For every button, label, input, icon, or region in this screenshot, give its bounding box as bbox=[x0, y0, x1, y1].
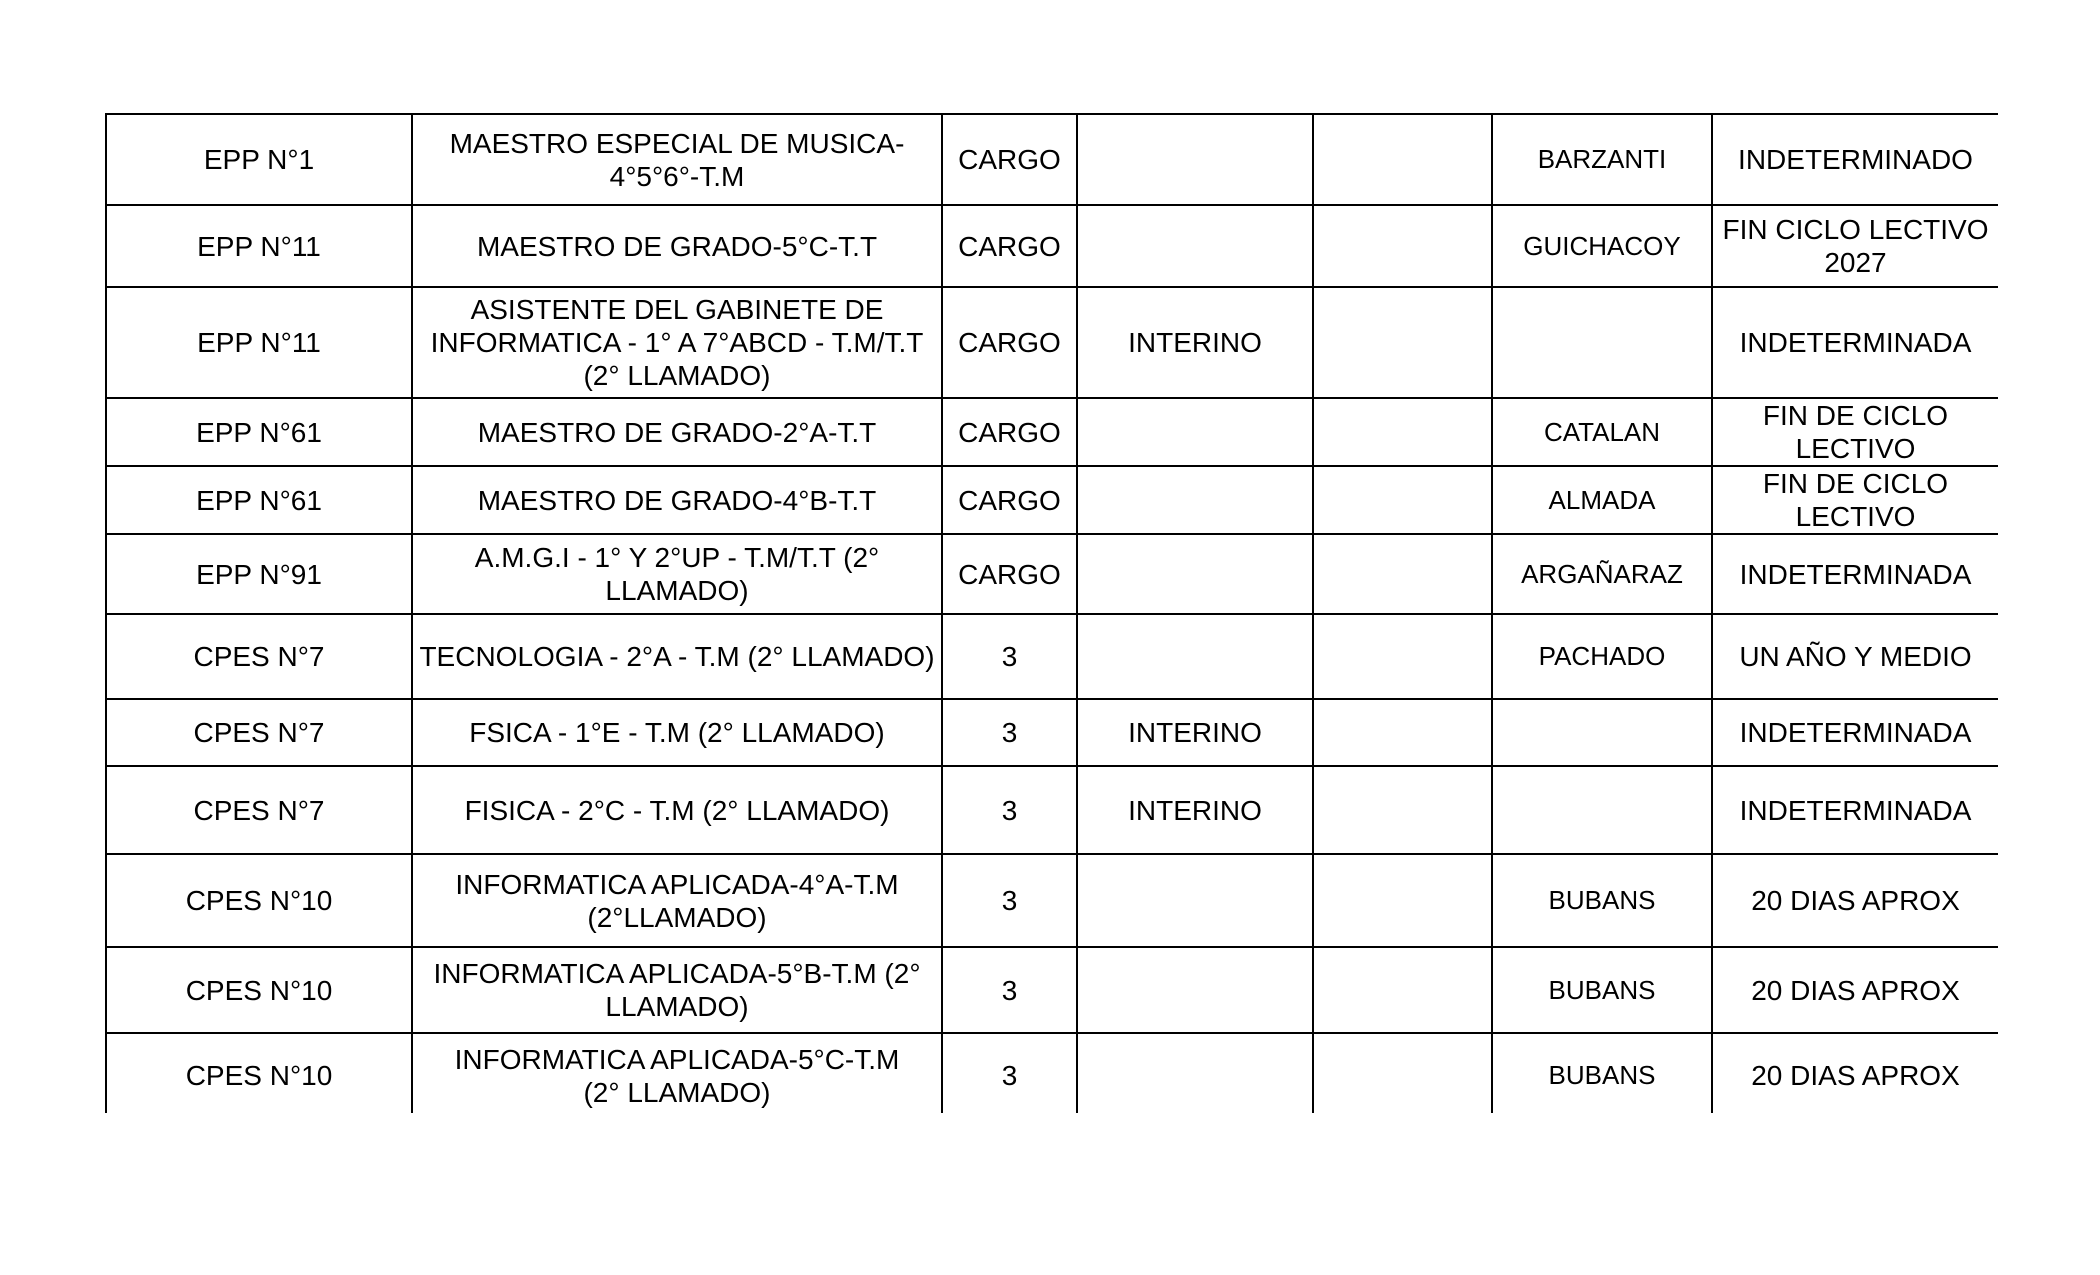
extra-cell bbox=[1313, 614, 1492, 699]
extra-cell bbox=[1313, 854, 1492, 947]
position-cell: A.M.G.I - 1° Y 2°UP - T.M/T.T (2° LLAMADO) bbox=[412, 534, 942, 614]
table-row bbox=[106, 947, 1998, 1033]
status-cell: INTERINO bbox=[1077, 766, 1313, 854]
status-cell: INTERINO bbox=[1077, 699, 1313, 766]
school-cell: CPES N°10 bbox=[106, 1033, 412, 1113]
position-cell: MAESTRO ESPECIAL DE MUSICA-4°5°6°-T.M bbox=[412, 114, 942, 205]
duration-cell: INDETERMINADA bbox=[1712, 699, 1998, 766]
position-cell: INFORMATICA APLICADA-5°B-T.M (2° LLAMADO) bbox=[412, 947, 942, 1033]
school-cell: CPES N°10 bbox=[106, 854, 412, 947]
status-cell bbox=[1077, 114, 1313, 205]
position-cell: MAESTRO DE GRADO-2°A-T.T bbox=[412, 398, 942, 466]
extra-cell bbox=[1313, 766, 1492, 854]
school-cell: EPP N°11 bbox=[106, 287, 412, 398]
vacancies-table bbox=[105, 113, 1998, 1113]
hours-cell: 3 bbox=[942, 1033, 1077, 1113]
school-cell: CPES N°7 bbox=[106, 766, 412, 854]
position-cell: INFORMATICA APLICADA-5°C-T.M (2° LLAMADO) bbox=[412, 1033, 942, 1113]
holder-cell: CATALAN bbox=[1492, 398, 1712, 466]
school-cell: CPES N°10 bbox=[106, 947, 412, 1033]
table-row bbox=[106, 699, 1998, 766]
position-cell: FISICA - 2°C - T.M (2° LLAMADO) bbox=[412, 766, 942, 854]
holder-cell: GUICHACOY bbox=[1492, 205, 1712, 287]
status-cell bbox=[1077, 854, 1313, 947]
table-row bbox=[106, 614, 1998, 699]
table-row bbox=[106, 766, 1998, 854]
school-cell: EPP N°91 bbox=[106, 534, 412, 614]
extra-cell bbox=[1313, 205, 1492, 287]
hours-cell: 3 bbox=[942, 614, 1077, 699]
table-row bbox=[106, 287, 1998, 398]
status-cell bbox=[1077, 947, 1313, 1033]
extra-cell bbox=[1313, 534, 1492, 614]
table-row bbox=[106, 398, 1998, 466]
school-cell: EPP N°11 bbox=[106, 205, 412, 287]
holder-cell bbox=[1492, 766, 1712, 854]
school-cell: EPP N°61 bbox=[106, 398, 412, 466]
hours-cell: 3 bbox=[942, 699, 1077, 766]
status-cell bbox=[1077, 614, 1313, 699]
holder-cell: BUBANS bbox=[1492, 947, 1712, 1033]
extra-cell bbox=[1313, 114, 1492, 205]
school-cell: EPP N°1 bbox=[106, 114, 412, 205]
extra-cell bbox=[1313, 1033, 1492, 1113]
holder-cell bbox=[1492, 287, 1712, 398]
status-cell: INTERINO bbox=[1077, 287, 1313, 398]
position-cell: TECNOLOGIA - 2°A - T.M (2° LLAMADO) bbox=[412, 614, 942, 699]
vacancies-table-container bbox=[105, 113, 1998, 1113]
status-cell bbox=[1077, 205, 1313, 287]
position-cell: FSICA - 1°E - T.M (2° LLAMADO) bbox=[412, 699, 942, 766]
hours-cell: CARGO bbox=[942, 466, 1077, 534]
hours-cell: CARGO bbox=[942, 534, 1077, 614]
table-row bbox=[106, 205, 1998, 287]
duration-cell: 20 DIAS APROX bbox=[1712, 1033, 1998, 1113]
duration-cell: FIN DE CICLO LECTIVO bbox=[1712, 398, 1998, 466]
holder-cell: ARGAÑARAZ bbox=[1492, 534, 1712, 614]
duration-cell: 20 DIAS APROX bbox=[1712, 854, 1998, 947]
duration-cell: INDETERMINADA bbox=[1712, 534, 1998, 614]
position-cell: ASISTENTE DEL GABINETE DE INFORMATICA - 1° A 7°ABCD - T.M/T.T (2° LLAMADO) bbox=[412, 287, 942, 398]
holder-cell bbox=[1492, 699, 1712, 766]
status-cell bbox=[1077, 1033, 1313, 1113]
holder-cell: BUBANS bbox=[1492, 1033, 1712, 1113]
status-cell bbox=[1077, 534, 1313, 614]
school-cell: CPES N°7 bbox=[106, 614, 412, 699]
extra-cell bbox=[1313, 398, 1492, 466]
extra-cell bbox=[1313, 947, 1492, 1033]
hours-cell: 3 bbox=[942, 766, 1077, 854]
table-row bbox=[106, 854, 1998, 947]
extra-cell bbox=[1313, 699, 1492, 766]
table-row bbox=[106, 1033, 1998, 1113]
holder-cell: PACHADO bbox=[1492, 614, 1712, 699]
duration-cell: FIN DE CICLO LECTIVO bbox=[1712, 466, 1998, 534]
extra-cell bbox=[1313, 466, 1492, 534]
position-cell: INFORMATICA APLICADA-4°A-T.M (2°LLAMADO) bbox=[412, 854, 942, 947]
hours-cell: CARGO bbox=[942, 114, 1077, 205]
hours-cell: CARGO bbox=[942, 205, 1077, 287]
hours-cell: CARGO bbox=[942, 287, 1077, 398]
table-row bbox=[106, 534, 1998, 614]
position-cell: MAESTRO DE GRADO-4°B-T.T bbox=[412, 466, 942, 534]
school-cell: EPP N°61 bbox=[106, 466, 412, 534]
position-cell: MAESTRO DE GRADO-5°C-T.T bbox=[412, 205, 942, 287]
status-cell bbox=[1077, 398, 1313, 466]
duration-cell: INDETERMINADA bbox=[1712, 766, 1998, 854]
holder-cell: ALMADA bbox=[1492, 466, 1712, 534]
duration-cell: INDETERMINADO bbox=[1712, 114, 1998, 205]
duration-cell: 20 DIAS APROX bbox=[1712, 947, 1998, 1033]
duration-cell: FIN CICLO LECTIVO 2027 bbox=[1712, 205, 1998, 287]
hours-cell: 3 bbox=[942, 947, 1077, 1033]
status-cell bbox=[1077, 466, 1313, 534]
holder-cell: BUBANS bbox=[1492, 854, 1712, 947]
hours-cell: CARGO bbox=[942, 398, 1077, 466]
extra-cell bbox=[1313, 287, 1492, 398]
holder-cell: BARZANTI bbox=[1492, 114, 1712, 205]
duration-cell: UN AÑO Y MEDIO bbox=[1712, 614, 1998, 699]
duration-cell: INDETERMINADA bbox=[1712, 287, 1998, 398]
hours-cell: 3 bbox=[942, 854, 1077, 947]
table-row bbox=[106, 466, 1998, 534]
school-cell: CPES N°7 bbox=[106, 699, 412, 766]
table-row bbox=[106, 114, 1998, 205]
